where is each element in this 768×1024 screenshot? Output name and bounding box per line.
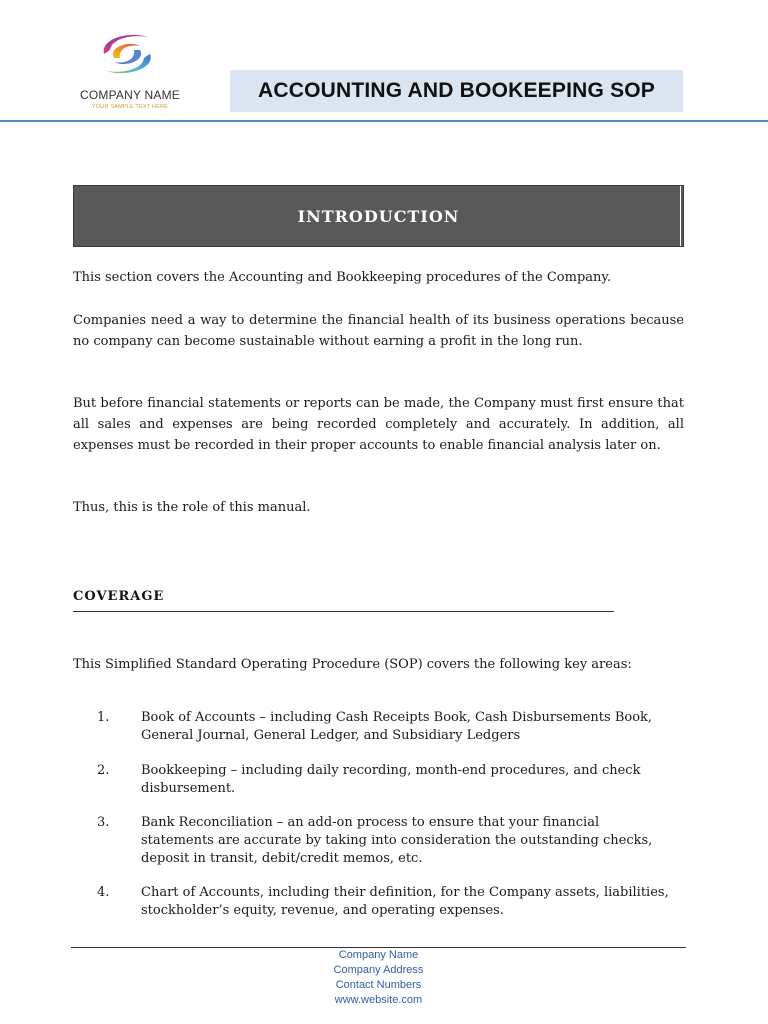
company-name: COMPANY NAME — [80, 88, 180, 102]
swirl-logo-icon — [92, 28, 162, 80]
intro-paragraph: But before financial statements or reports can be made, the Company must first ensure that all sales and expenses are being recorded completely and accurately. In addition, all expenses must be recorded in their proper accounts to enable financial analysis later on. — [73, 396, 684, 453]
intro-paragraph: This section covers the Accounting and Bookkeeping procedures of the Company. — [73, 270, 612, 285]
list-item-text: Bank Reconciliation – an add-on process to ensure that your financial statements are accurate by taking into consideration the outstanding checks, deposit in transit, debit/credit memos, etc. — [141, 815, 653, 866]
page-footer — [71, 948, 686, 1008]
footer-company-name: Company Name — [338, 949, 419, 961]
intro-paragraph: Companies need a way to determine the financial health of its business operations because no company can become sustainable without earning a profit in the long run. — [73, 313, 684, 349]
intro-paragraph: Thus, this is the role of this manual. — [73, 500, 311, 515]
company-logo — [72, 28, 188, 116]
coverage-heading: COVERAGE — [73, 589, 165, 604]
coverage-divider — [73, 611, 614, 612]
list-item-text: Book of Accounts – including Cash Receipts Book, Cash Disbursements Book, General Journal, General Ledger, and Subsidiary Ledgers — [141, 710, 653, 743]
list-item-text: Bookkeeping – including daily recording, month-end procedures, and check disbursement. — [141, 763, 641, 796]
document-title: ACCOUNTING AND BOOKEEPING SOP — [257, 79, 656, 102]
list-item-number: 2. — [97, 763, 110, 778]
list-item-number: 3. — [97, 815, 110, 830]
footer-contact-numbers: Contact Numbers — [335, 979, 422, 991]
header-divider — [0, 120, 768, 122]
company-tagline: YOUR SAMPLE TEXT HERE — [91, 104, 169, 110]
list-item-text: Chart of Accounts, including their definition, for the Company assets, liabilities, stockholder’s equity, revenue, and operating expenses. — [141, 885, 669, 918]
coverage-intro: This Simplified Standard Operating Procedure (SOP) covers the following key areas: — [73, 657, 632, 672]
document-title-banner — [230, 70, 683, 112]
introduction-heading: INTRODUCTION — [297, 206, 460, 226]
footer-website[interactable]: www.website.com — [334, 994, 423, 1006]
list-item-number: 4. — [97, 885, 110, 900]
introduction-banner — [73, 185, 684, 247]
list-item-number: 1. — [97, 710, 110, 725]
footer-company-address: Company Address — [333, 964, 424, 976]
